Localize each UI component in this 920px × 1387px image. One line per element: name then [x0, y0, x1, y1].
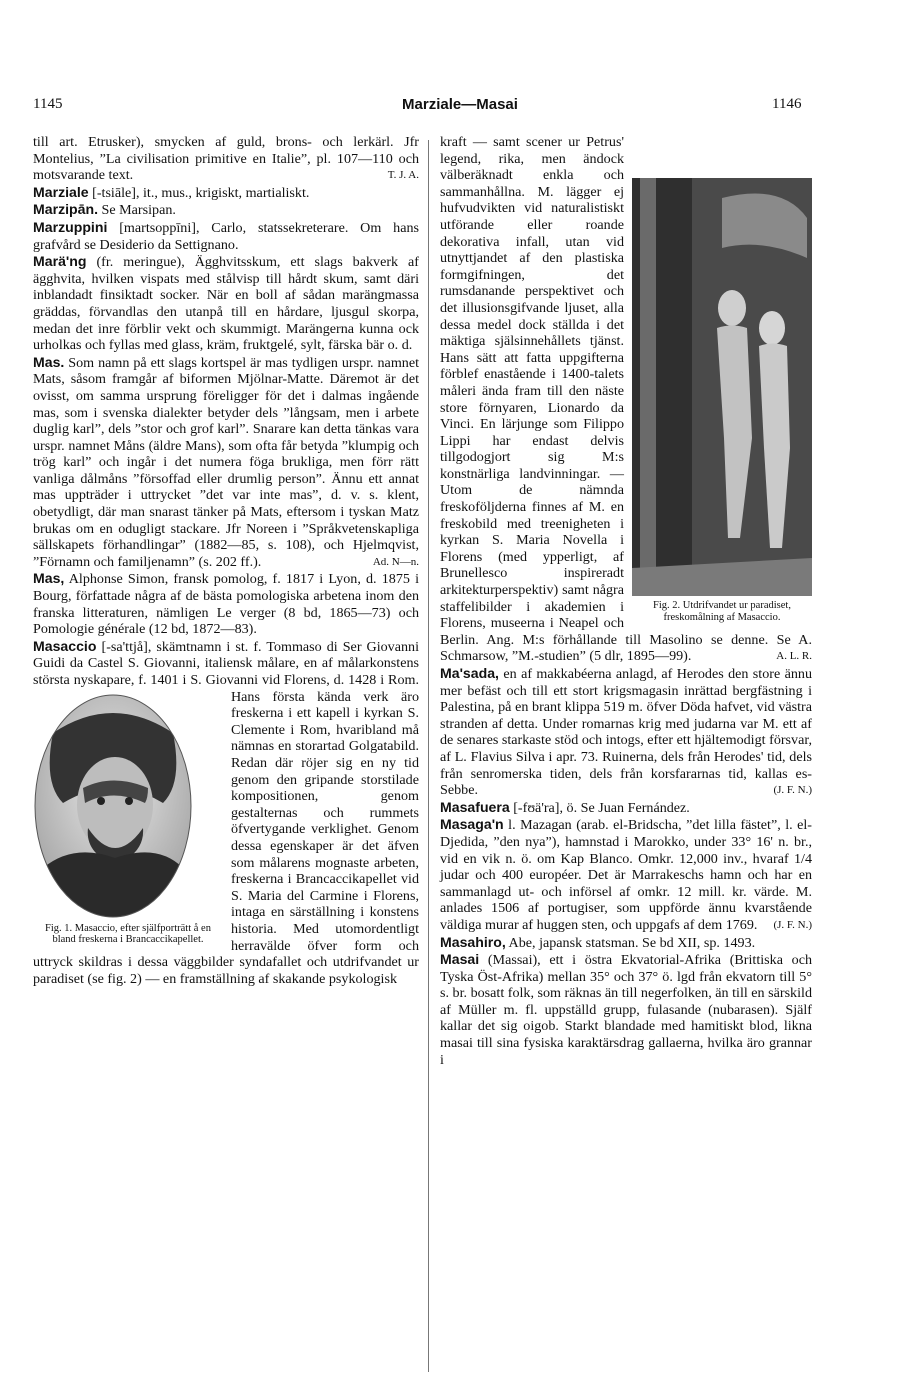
figure-1 — [33, 693, 223, 946]
headword: Masahiro, — [440, 933, 506, 950]
entry-masada — [440, 665, 812, 799]
entry-text: [-fʊä'ra], ö. Se Juan Fernández. — [509, 799, 690, 816]
entry-marzuppini — [33, 219, 419, 253]
entry-mas-alphonse — [33, 570, 419, 637]
entry-masaccio — [33, 638, 419, 987]
headword: Masaccio — [33, 637, 97, 654]
entry-text: kraft — samt scener ur Petrus' legend, rika, men ändock välberäknadt enkla och sammanhållna. M. lägger ej hufvudvikten vid naturalistiskt utförande eller roande dekorativa infall, utan vid utnyttjandet af den plastiska formgifningen, det rumsdanande perspektivet och det illusionsgifvande ljuset, alla dessa medel dock ställda i det mäktiga själsinnehållets tjänst. Hans sätt att fatta uppgifterna förblef enastående i 1400-talets måleri ända fram till den näste store förnyaren, Lionardo da Vinci. En lärjunge som Filippo Lippi har endast delvis tillgodogjort sig M:s konstnärliga landvinningar. — Utom de nämnda freskoföljderna finnes af M. en freskobild med treenigheten i kyrkan S. Maria Novella i Florens (med ypperligt, af Brunellesco inspireradt arkitekturperspektiv) samt några staffelibilder i akademien i Florens, museerna i Neapel och Berlin. Ang. M:s förhållande till Masolino se denne. Se A. Schmarsow, ”M.-studien” (5 dlr, 1895—99). — [440, 134, 812, 665]
entry-text: Alphonse Simon, fransk pomolog, f. 1817 i Lyon, d. 1875 i Bourg, författade några af de bästa pomologiska arbetena inom den franska litteraturen, nämligen Le verger (8 bd, 1865—73) och Pomologie générale (12 bd, 1872—83). — [33, 571, 419, 638]
entry-masagan — [440, 816, 812, 933]
figure-2-caption: Fig. 2. Utdrifvandet ur paradiset, freskomålning af Masaccio. — [653, 600, 791, 623]
headword: Ma'sada, — [440, 665, 499, 681]
entry-text: Abe, japansk statsman. Se bd XII, sp. 1493. — [505, 934, 756, 951]
entry-text: [-tsiāle], it., mus., krigiskt, martialiskt. — [88, 184, 310, 201]
page-number-left: 1145 — [33, 96, 63, 112]
column-divider — [428, 140, 429, 1372]
signature: T. J. A. — [387, 169, 419, 182]
headword: Marzuppini — [33, 218, 108, 235]
masaccio-portrait-image — [33, 693, 193, 919]
signature: A. L. R. — [776, 650, 812, 663]
entry-masafuera — [440, 799, 812, 817]
headword: Masafuera — [440, 798, 510, 815]
entry-mas — [33, 354, 419, 571]
entry-masai — [440, 951, 812, 1068]
figure-1-caption: Fig. 1. Masaccio, efter själfporträtt å en bland freskerna i Brancaccikapellet. — [45, 922, 211, 946]
running-head: Marziale—Masai — [402, 96, 518, 113]
headword: Mas, — [33, 570, 65, 587]
entry-text: Se Marsipan. — [98, 202, 176, 219]
headword: Mas. — [33, 353, 65, 370]
headword: Marä'ng — [33, 253, 87, 270]
entry-text: Som namn på ett slags kortspel är mas tydligen urspr. namnet Mats, såsom framgår af biformen Mjölnar-Matte. Däremot är det ovisst, om samma ursprung föreligger för det i dalmas ingående mas, som i svenska dialekter betyder dels ”långsam, men i arbete duglig karl”, dels ”stor och grof karl”. Snarare kan detta tänkas vara urspr. namnet Måns (äldre Mans), som ofta får betyda ”klumpig och trög karl” och ingår i det numera föga brukliga, men förr rätt vanliga dålmåns ”försoffad eller drumlig person”. Ännu ett annat mas uppträder i uttrycket ”det var inte mas”, d. v. s. klent, obetydligt, där man snarast tänker på Mats, eftersom i tyskan Matz brukas om en odugligt stackare. Jfr Noreen i ”Språkvetenskapliga sällskapets förhandlingar” (1882—85, s. 108), och Hjelmqvist, ”Förnamn och familjenamn” (s. 202 ff.). — [33, 354, 419, 570]
entry-text-head: [-sa'ttjå], skämtnamn i st. f. Tommaso di Ser Giovanni Guidi da Castel S. Giovanni, italiensk målare, en af målarkonstens största nyskapare, f. 1401 i S. Giovanni vid Florens, — [33, 638, 419, 688]
entry-text: d. 1428 i Rom. Hans första kända verk äro freskerna i ett kapell i kyrkan S. Clemente i Rom, hvaribland må nämnas en storartad Golgatabild. Redan där röjer sig en ny tid genom den gripande storstilade kompositionen, genom gestalternas och rummets öfvertygande verklighet. Genom dessa egenskaper är det äfven som målarens mognaste arbeten, freskerna i Brancaccikapellet vid S. Maria del Carmine i Florens, intaga en särställning i konstens historia. Med utomordentligt herravälde öfver form och uttryck skildras i dessa väggbilder syndafallet och utdrifvandet ur paradiset (se fig. 2) — en framställning af skakande psykologisk — [33, 672, 419, 987]
signature: (J. F. N.) — [773, 784, 812, 797]
entry-text: en af makkabéerna anlagd, af Herodes den store ännu mer befäst och till ett stort krigsmagasin inrättad bergfästning i Palestina, på en brant klippa 519 m. öfver Döda hafvet, vid västra stranden af detta. Under romarnas krig med judarna var M. ett af de senares starkaste stöd och intogs, efter ett hjältemodigt försvar, af L. Flavius Silva i apr. 73. Ruinerna, dels från Herodes' tid, dels från senromerska tiden, dels från korsfararnas tid, kallas es-Sebbe. — [440, 666, 812, 799]
right-column — [440, 134, 812, 1068]
figure-2 — [632, 178, 812, 623]
headword: Marzipān. — [33, 201, 98, 218]
entry-marang — [33, 253, 419, 354]
page-number-right: 1146 — [772, 96, 802, 112]
expulsion-fresco-image — [632, 178, 812, 596]
headword: Marziale — [33, 183, 89, 200]
entry-text: (Massai), ett i östra Ekvatorial-Afrika (Brittiska och Tyska Öst-Afrika) mellan 35° och 37° ö. lgd från ekvatorn till 5° s. br. bosatt folk, som räknas än till negerfolken, än till en särskild af Müller m. fl. uppställd grupp, fulasande (nubarasen). Själf kallar det sig oigob. Starkt blandade med hamitiskt blod, likna masai till sina fysiska karaktärsdrag gallaerna, hvilka äro grannar i — [440, 952, 812, 1068]
headword: Masai — [440, 951, 480, 968]
left-column — [33, 134, 419, 987]
entry-text: (fr. meringue), Ägghvitsskum, ett slags bakverk af ägghvita, hvilken vispats med stålvisp till hårdt skum, samt däri inblandadt finsiktadt socker. När en boll af sådan marängmassa gräddas, förvandlas den utanpå till en hårdare, ljusgul skorpa, medan det inre förblir vekt och skummigt. Marängerna kunna ock urholkas och fyllas med glass, kräm, fruktgelé, sylt, färska bär o. d. — [33, 254, 419, 354]
signature: (J. F. N.) — [773, 918, 812, 931]
signature: Ad. N—n. — [372, 555, 419, 568]
entry-text: l. Mazagan (arab. el-Bridscha, ”det lilla fästet”, l. el-Djedida, ”den nya”), hamnstad i Marokko, under 33° 16' n. br., vid en vik n. ö. om Kap Blanco. Omkr. 12,000 inv., hvaraf 1/4 judar och 400 européer. Det är Marrakeschs hamn och har en sammanlagd ut- och införsel af omkr. 12 mill. kr. värde. M. anlades 1506 af portugiser, som uppförde ännu kvarstående väldiga murar af huggen sten, och uppgafs af dem 1769. — [440, 817, 812, 933]
entry-marziale — [33, 184, 419, 202]
headword: Masaga'n — [440, 816, 504, 833]
entry-text: till art. Etrusker), smycken af guld, brons- och lerkärl. Jfr Montelius, ”La civilisation primitive en Italie”, pl. 107—110 och motsvarande text. — [33, 134, 419, 184]
entry-marzipan — [33, 201, 419, 219]
entry-etrusker-cont — [33, 134, 419, 184]
entry-text: [martsoppīni], Carlo, statssekreterare. Om hans grafvård se Desiderio da Settignano. — [33, 219, 419, 253]
entry-masahiro — [440, 934, 812, 952]
